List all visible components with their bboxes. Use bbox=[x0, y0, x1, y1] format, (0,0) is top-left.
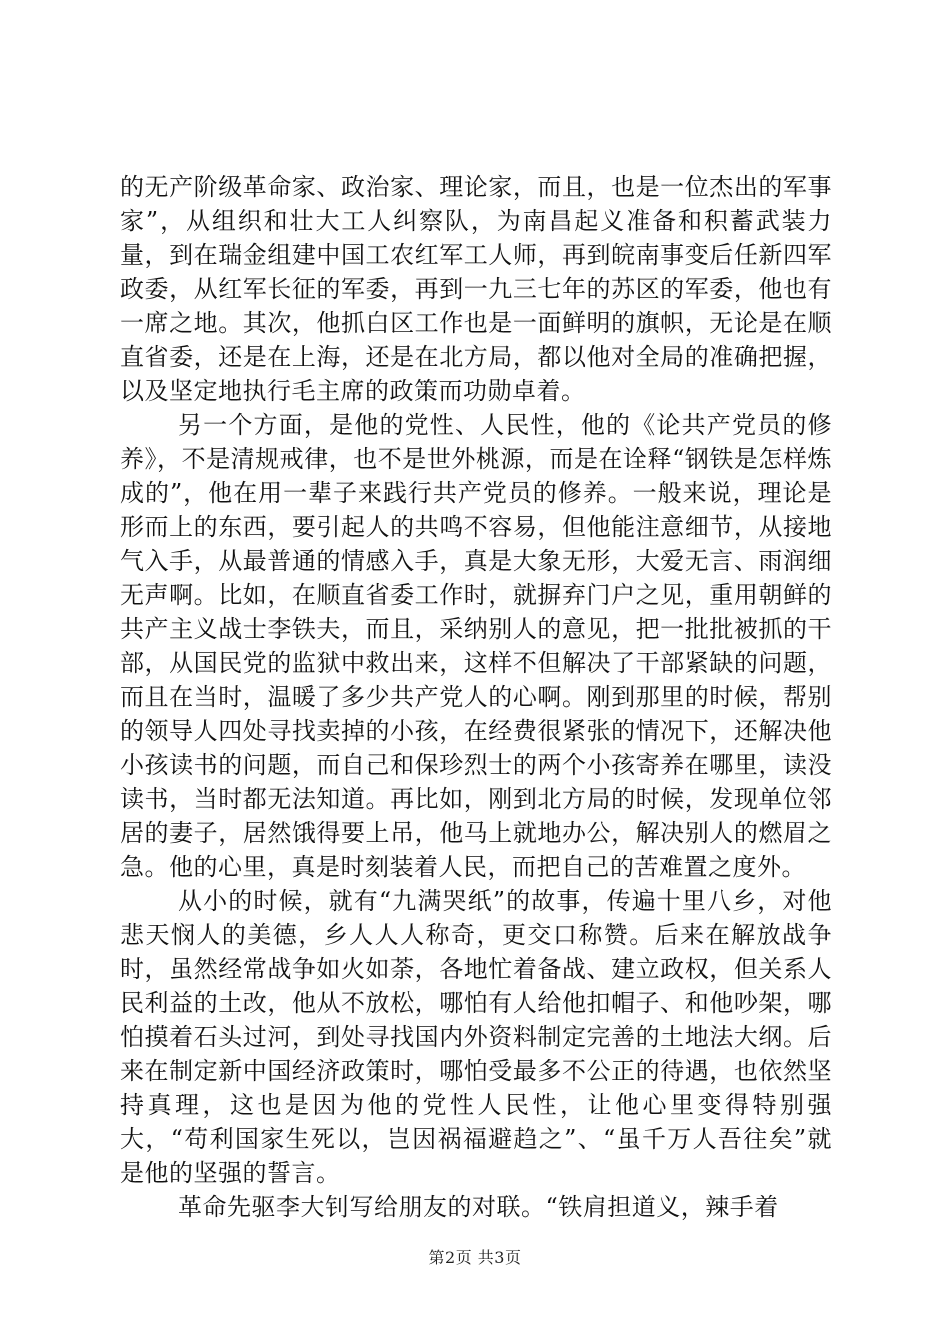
document-body bbox=[120, 170, 832, 1224]
page-footer: 第2页 共3页 bbox=[428, 1248, 522, 1267]
paragraph-4: 革命先驱李大钊写给朋友的对联。“铁肩担道义，辣手着 bbox=[178, 1193, 779, 1221]
paragraph-1: 的无产阶级革命家、政治家、理论家，而且，也是一位杰出的军事家”，从组织和壮大工人纠察队，为南昌起义准备和积蓄武装力量，到在瑞金组建中国工农红军工人师，再到皖南事变后任新四军政委，从红军长征的军委，再到一九三七年的苏区的军委，他也有一席之地。其次，他抓白区工作也是一面鲜明的旗帜，无论是在顺直省委，还是在上海，还是在北方局，都以他对全局的准确把握，以及坚定地执行毛主席的政策而功勋卓着。 bbox=[120, 173, 832, 405]
paragraph-2: 另一个方面，是他的党性、人民性，他的《论共产党员的修养》，不是清规戒律，也不是世外桃源，而是在诠释“钢铁是怎样炼成的”，他在用一辈子来践行共产党员的修养。一般来说，理论是形而上的东西，要引起人的共鸣不容易，但他能注意细节，从接地气入手，从最普通的情感入手，真是大象无形，大爱无言、雨润细无声啊。比如，在顺直省委工作时，就摒弃门户之见，重用朝鲜的共产主义战士李铁夫，而且，采纳别人的意见，把一批批被抓的干部，从国民党的监狱中救出来，这样不但解决了干部紧缺的问题，而且在当时，温暖了多少共产党人的心啊。刚到那里的时候，帮别的领导人四处寻找卖掉的小孩，在经费很紧张的情况下，还解决他小孩读书的问题，而自己和保珍烈士的两个小孩寄养在哪里，读没读书，当时都无法知道。再比如，刚到北方局的时候，发现单位邻居的妻子，居然饿得要上吊，他马上就地办公，解决别人的燃眉之急。他的心里，真是时刻装着人民，而把自己的苦难置之度外。 bbox=[120, 411, 832, 881]
paragraph-3: 从小的时候，就有“九满哭纸”的故事，传遍十里八乡，对他悲天悯人的美德，乡人人人称奇，更交口称赞。后来在解放战争时，虽然经常战争如火如荼，各地忙着备战、建立政权，但关系人民利益的土改，他从不放松，哪怕有人给他扣帽子、和他吵架，哪怕摸着石头过河，到处寻找国内外资料制定完善的土地法大纲。后来在制定新中国经济政策时，哪怕受最多不公正的待遇，也依然坚持真理，这也是因为他的党性人民性，让他心里变得特别强大，“苟利国家生死以，岂因祸福避趋之”、“虽千万人吾往矣”就是他的坚强的誓言。 bbox=[120, 887, 832, 1187]
